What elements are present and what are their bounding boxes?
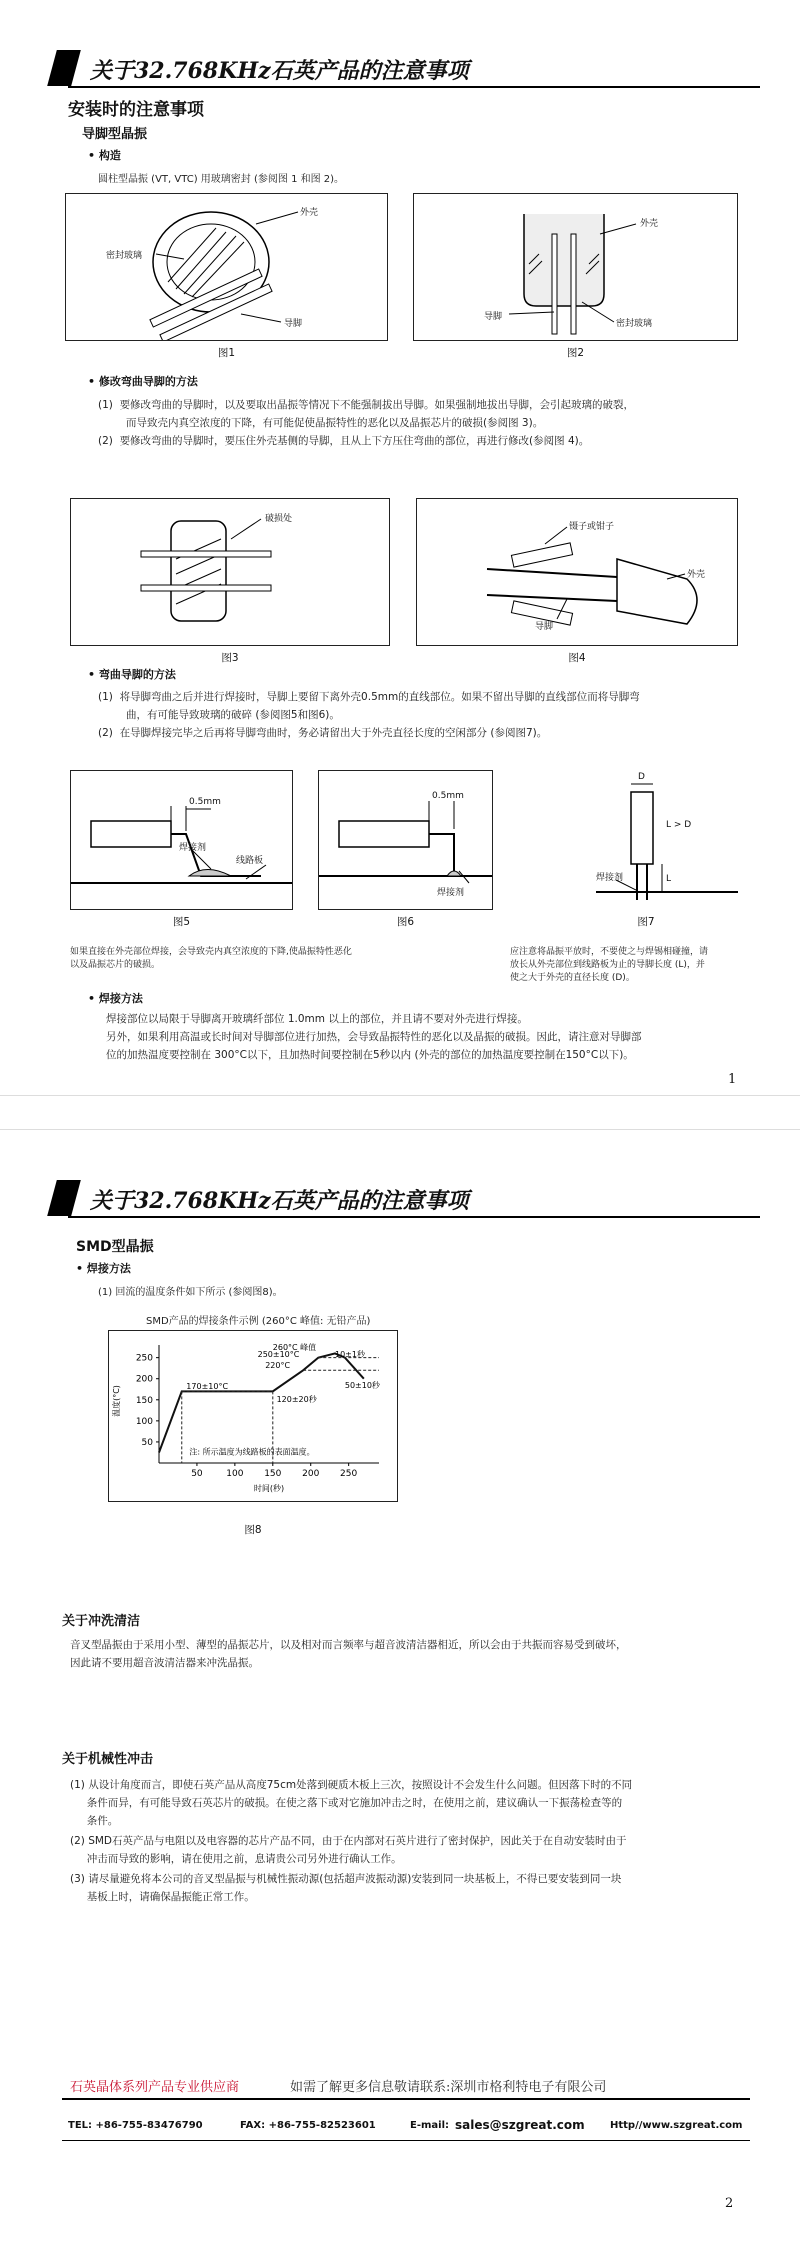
shock-2-line1: (2) SMD石英产品与电阻以及电容器的芯片产品不同，由于在内部对石英片进行了密封保护，因此关于在自动安装时由于 <box>70 1835 627 1847</box>
figure-4 <box>416 498 738 646</box>
fig7-caption: 图7 <box>637 916 655 928</box>
header-bar-icon <box>47 1180 81 1216</box>
modify-item-2-line1: 要修改弯曲的导脚时，要压住外壳基侧的导脚，且从上下方压住弯曲的部位，再进行修改(参阅图 4)。 <box>119 435 590 447</box>
shock-1-line1: (1) 从设计角度而言，即使石英产品从高度75cm处落到硬质木板上三次，按照设计不会发生什么问题。但因落下时的不同 <box>70 1779 633 1791</box>
modify-item-1-line1: 要修改弯曲的导脚时，以及要取出晶振等情况下不能强制拔出导脚。如果强制地拔出导脚，会引起玻璃的破裂， <box>119 399 635 411</box>
solder-paragraph <box>106 1010 766 1064</box>
annot-170: 170±10°C <box>186 1381 229 1391</box>
shock-3-line2: 基板上时，请确保晶振能正常工作。 <box>70 1891 255 1903</box>
subsection-title: 导脚型晶振 <box>82 127 148 142</box>
note7-line1: 应注意将晶振平放时，不要使之与焊锡相碰撞，请 <box>510 947 709 957</box>
y-tick-label: 150 <box>135 1395 153 1406</box>
modify-item-1 <box>98 396 758 432</box>
fig6-caption: 图6 <box>396 916 415 928</box>
figure-2-drawing <box>414 194 738 341</box>
footer-email-link[interactable]: sales@szgreat.com <box>455 2118 585 2132</box>
x-tick-label: 150 <box>264 1469 282 1479</box>
bend-item-2-num: (2) <box>98 727 113 739</box>
y-tick-label: 250 <box>135 1353 153 1364</box>
note7-line3: 使之大于外壳的直径长度 (D)。 <box>510 973 635 983</box>
fig7-d-label: D <box>638 772 645 782</box>
bend-item-1-line2: 曲，有可能导致玻璃的破碎 (参阅图5和图6)。 <box>126 709 340 721</box>
x-axis-label: 时间(秒) <box>253 1484 285 1493</box>
fig5-board-label: 线路板 <box>236 856 264 866</box>
fig4-shell-label: 外壳 <box>687 570 706 580</box>
figure-6-drawing <box>319 771 493 910</box>
bend-item-1 <box>98 688 758 724</box>
shock-item-1 <box>70 1776 760 1830</box>
fig6-solder-label: 焊接剂 <box>437 888 465 898</box>
fig2-shell-label: 外壳 <box>640 219 659 229</box>
modify-item-1-num: (1) <box>98 399 113 411</box>
bend-heading: • 弯曲导脚的方法 <box>88 668 176 681</box>
header-rule <box>68 86 760 88</box>
wash-line2: 因此请不要用超音波清洁器来冲洗晶振。 <box>70 1657 259 1669</box>
page-1 <box>0 0 800 1095</box>
y-tick-label: 100 <box>135 1416 153 1427</box>
annot-220: 220°C <box>265 1360 291 1370</box>
fig4-lead-label: 导脚 <box>535 622 554 632</box>
smd-title: SMD型晶振 <box>76 1239 154 1255</box>
fig2-caption: 图2 <box>566 347 585 359</box>
x-tick-label: 200 <box>302 1469 320 1479</box>
footer-contact-note: 如需了解更多信息敬请联系:深圳市格利特电子有限公司 <box>290 2080 607 2095</box>
fig4-caption: 图4 <box>568 652 586 664</box>
solder-line3: 位的加热温度要控制在 300°C以下，且加热时间要控制在5秒以内 (外壳的部位的加热温度要控制在150°C以下)。 <box>106 1049 634 1061</box>
modify-item-2 <box>98 432 758 450</box>
section-title: 安装时的注意事项 <box>68 100 204 120</box>
figure-2 <box>413 193 738 341</box>
solder-line1: 焊接部位以局限于导脚离开玻璃纤部位 1.0mm 以上的部位，并且请不要对外壳进行焊接。 <box>106 1013 528 1025</box>
bend-item-2-line1: 在导脚焊接完毕之后再将导脚弯曲时，务必请留出大于外壳直径长度的空闲部分 (参阅图7)。 <box>119 727 548 739</box>
bend-item-2 <box>98 724 758 742</box>
header-title-2: 关于32.768KHz石英产品的注意事项 <box>90 1188 469 1214</box>
fig7-l-label: L <box>666 874 672 884</box>
fig1-lead-label: 导脚 <box>284 319 303 329</box>
figure-3 <box>70 498 390 646</box>
page-header <box>52 48 760 88</box>
shock-1-line2: 条件而异，有可能导致石英芯片的破损。在使之落下或对它施加冲击之时，在使用之前，建议确认一下振荡检查等的 <box>70 1797 623 1809</box>
page-number-2: 2 <box>725 2196 734 2211</box>
solder-heading: • 焊接方法 <box>88 992 143 1005</box>
annot-note: 注: 所示温度为线路板的表面温度。 <box>189 1447 315 1457</box>
x-tick-label: 50 <box>191 1469 203 1479</box>
fig8-caption: 图8 <box>244 1524 262 1536</box>
footer-rule <box>62 2098 750 2100</box>
shock-2-line2: 冲击而导致的影响，请在使用之前，息请贵公司另外进行确认工作。 <box>70 1853 402 1865</box>
annot-50s: 50±10秒 <box>344 1380 380 1390</box>
fig1-caption: 图1 <box>217 347 236 359</box>
bend-item-1-num: (1) <box>98 691 113 703</box>
fig7-cond-label: L > D <box>666 820 692 830</box>
footer-rule-bottom <box>62 2140 750 2141</box>
solder-line2: 另外，如果利用高温或长时间对导脚部位进行加热，会导致晶振特性的恶化以及晶振的破损。因此，请注意对导脚部 <box>106 1031 642 1043</box>
figure-8 <box>108 1330 398 1502</box>
fig2-glass-label: 密封玻璃 <box>616 319 653 329</box>
reflow-curve <box>159 1353 364 1452</box>
page-2 <box>0 1130 800 2262</box>
annot-10s: 10±1秒 <box>335 1349 365 1359</box>
header-title: 关于32.768KHz石英产品的注意事项 <box>90 58 469 84</box>
y-tick-label: 200 <box>135 1374 153 1385</box>
figure-6 <box>318 770 493 910</box>
page-header-2 <box>52 1178 760 1218</box>
shock-item-2 <box>70 1832 760 1868</box>
figure-3-drawing <box>71 499 390 646</box>
note7-line2: 放长从外壳部位到线路板为止的导脚长度 (L)，并 <box>510 960 705 970</box>
note5-line1: 如果直接在外壳部位焊接，会导致壳内真空浓度的下降,使晶振特性恶化 <box>70 947 352 957</box>
construct-text: 圆柱型晶振 (VT, VTC) 用玻璃密封 (参阅图 1 和图 2)。 <box>98 174 345 185</box>
shock-title: 关于机械性冲击 <box>62 1752 154 1767</box>
fig1-glass-label: 密封玻璃 <box>106 251 143 261</box>
fig3-caption: 图3 <box>221 652 239 664</box>
page-number-1: 1 <box>728 1072 737 1087</box>
smd-solder-heading: • 焊接方法 <box>76 1262 131 1275</box>
annot-120s: 120±20秒 <box>276 1394 317 1404</box>
annot-250: 250±10°C <box>257 1349 300 1359</box>
reflow-chart <box>109 1331 398 1502</box>
wash-title: 关于冲洗清洁 <box>62 1614 141 1629</box>
header-rule-2 <box>68 1216 760 1218</box>
fig5-solder-label: 焊接剂 <box>179 843 207 853</box>
x-tick-label: 250 <box>340 1469 358 1479</box>
modify-heading: • 修改弯曲导脚的方法 <box>88 375 198 388</box>
shock-3-line1: (3) 请尽量避免将本公司的音叉型晶振与机械性振动源(包括超声波振动源)安装到同一块基板上，不得已要安装到同一块 <box>70 1873 622 1885</box>
figure-5 <box>70 770 293 910</box>
footer-web-link[interactable]: Http//www.szgreat.com <box>610 2120 743 2131</box>
modify-item-1-line2: 而导致壳内真空浓度的下降，有可能促使晶振特性的恶化以及晶振芯片的破损(参阅图 3)。 <box>126 417 544 429</box>
footer-tel: TEL: +86-755-83476790 <box>68 2120 203 2131</box>
y-axis-label: 温度(°C) <box>112 1385 121 1417</box>
y-tick-label: 50 <box>141 1437 153 1448</box>
bend-item-1-line1: 将导脚弯曲之后并进行焊接时，导脚上要留下离外壳0.5mm的直线部位。如果不留出导脚的直线部位而将导脚弯 <box>119 691 640 703</box>
shock-1-line3: 条件。 <box>70 1815 119 1827</box>
shock-item-3 <box>70 1870 760 1906</box>
smd-solder-item: (1) 回流的温度条件如下所示 (参阅图8)。 <box>98 1287 283 1298</box>
header-bar-icon <box>47 50 81 86</box>
wash-line1: 音叉型晶振由于采用小型、薄型的晶振芯片，以及相对而言频率与超音波清洁器相近，所以会由于共振而容易受到破坏， <box>70 1639 627 1651</box>
fig2-lead-label: 导脚 <box>484 312 503 322</box>
construct-heading: • 构造 <box>88 149 121 162</box>
footer-fax: FAX: +86-755-82523601 <box>240 2120 376 2131</box>
figure-1 <box>65 193 388 341</box>
fig7-solder-label: 焊接剂 <box>596 873 624 883</box>
figure-7 <box>596 770 738 910</box>
page-gap <box>0 1095 800 1130</box>
fig5-dim-label: 0.5mm <box>189 797 221 807</box>
x-tick-label: 100 <box>226 1469 244 1479</box>
fig6-dim-label: 0.5mm <box>432 791 464 801</box>
fig5-caption: 图5 <box>172 916 191 928</box>
fig3-break-label: 破损处 <box>265 514 293 524</box>
fig1-shell-label: 外壳 <box>300 208 319 218</box>
figure-1-drawing <box>66 194 388 341</box>
annot-peak: 260°C 峰值 <box>272 1343 317 1353</box>
footer-email-label: E-mail: <box>410 2120 450 2131</box>
fig4-tweezers-label: 镊子或钳子 <box>569 522 615 532</box>
chart-title: SMD产品的焊接条件示例 (260°C 峰值: 无铅产品) <box>146 1316 371 1327</box>
modify-item-2-num: (2) <box>98 435 113 447</box>
wash-paragraph <box>70 1636 760 1672</box>
footer-slogan: 石英晶体系列产品专业供应商 <box>70 2080 240 2095</box>
figure-7-drawing <box>596 770 738 910</box>
note5-line2: 以及晶振芯片的破损。 <box>70 960 161 970</box>
